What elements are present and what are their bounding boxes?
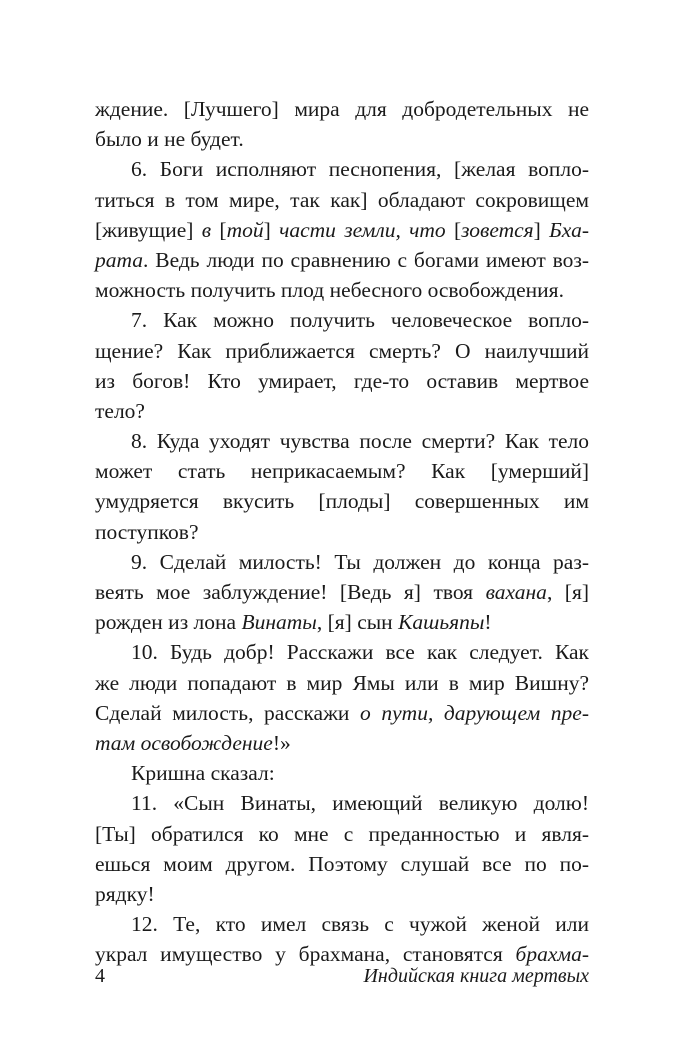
page-footer [95,961,589,991]
text-line [95,788,589,818]
text-line [95,275,589,305]
text-segment: Сделай милость, расскажи [95,700,361,725]
italic-text: вахана [485,580,547,604]
text-line [95,849,589,879]
text-segment: было и не будет. [95,127,244,152]
text-line [95,245,589,275]
text-line [95,426,589,456]
running-title: Индийская книга мертвых [363,965,589,987]
italic-text: Бха- [549,217,589,242]
italic-text: Винаты [241,610,317,635]
text-segment: 6. Боги исполняют песнопения, [желая вопло- [131,157,589,182]
text-line [95,215,589,245]
text-segment: рядку! [95,881,155,906]
text-segment: [ [211,217,227,242]
text-segment: ! [484,610,492,635]
text-segment: !» [272,730,291,755]
italic-text: Кашьяпы [398,610,485,635]
text-segment: ] [263,217,280,242]
text-line [95,547,589,577]
text-line [95,336,589,366]
text-segment: веять мое заблуждение! [Ведь я] твоя [95,580,486,604]
text-segment: может стать неприкасаемым? Как [умерший] [95,459,589,484]
text-segment: . Ведь люди по сравнению с богами имеют воз- [143,247,589,272]
text-segment: , [я] [546,580,589,604]
italic-text: в [201,217,212,242]
text-line [95,909,589,939]
text-segment: [ [445,217,462,242]
text-line [95,154,589,184]
text-segment: можность получить плод небесного освобождения. [95,278,564,303]
text-line [95,396,589,426]
italic-text: там освобождение [95,730,273,755]
text-line [95,668,589,698]
text-segment: , [я] сын [316,610,399,635]
text-segment: же люди попадают в мир Ямы или в мир Вишну? [95,670,589,695]
text-segment: ешься моим другом. Поэтому слушай все по по- [95,851,589,876]
text-segment: рожден из лона [95,610,242,635]
text-line [95,305,589,335]
text-line [95,819,589,849]
text-segment: 9. Сделай милость! Ты должен до конца раз- [131,549,589,574]
italic-text: рата [95,247,144,272]
text-segment: щение? Как приближается смерть? О наилучший [95,338,589,363]
text-segment: 8. Куда уходят чувства после смерти? Как тело [131,429,589,454]
italic-text: брахма- [515,942,589,967]
text-line [95,486,589,516]
text-line [95,366,589,396]
page-number: 4 [95,965,105,987]
text-line [95,728,589,758]
text-segment: 10. Будь добр! Расскажи все как следует. Как [131,640,589,665]
italic-text: части земли, что [279,217,446,242]
text-segment: из богов! Кто умирает, где-то оставив мертвое [95,368,589,393]
text-segment: [Ты] обратился ко мне с преданностью и явля- [95,821,589,846]
text-line [95,517,589,547]
text-segment: 7. Как можно получить человеческое вопло- [131,308,589,333]
page-body [95,94,589,969]
text-segment: тело? [95,398,145,423]
italic-text: о пути, дарующем пре- [360,700,589,725]
text-segment: Кришна сказал: [131,761,275,786]
text-line [95,698,589,728]
text-line [95,456,589,486]
italic-text: той [226,217,264,242]
text-segment: умудряется вкусить [плоды] совершенных им [95,489,589,514]
text-segment: титься в том мире, так как] обладают сокровищем [95,187,589,212]
text-line [95,607,589,637]
text-segment: [живущие] [95,217,202,242]
text-segment: ] [533,217,550,242]
italic-text: зовется [461,217,534,242]
text-line [95,637,589,667]
text-line [95,124,589,154]
text-segment: 12. Те, кто имел связь с чужой женой или [131,912,589,937]
text-line [95,879,589,909]
text-segment: украл имущество у брахмана, становятся [95,942,516,967]
text-segment: ждение. [Лучшего] мира для добродетельных не [95,97,589,121]
text-line [95,185,589,215]
text-line [95,577,589,607]
text-line [95,94,589,124]
text-segment: 11. «Сын Винаты, имеющий великую долю! [131,791,589,816]
text-line [95,758,589,788]
text-segment: поступков? [95,519,199,544]
